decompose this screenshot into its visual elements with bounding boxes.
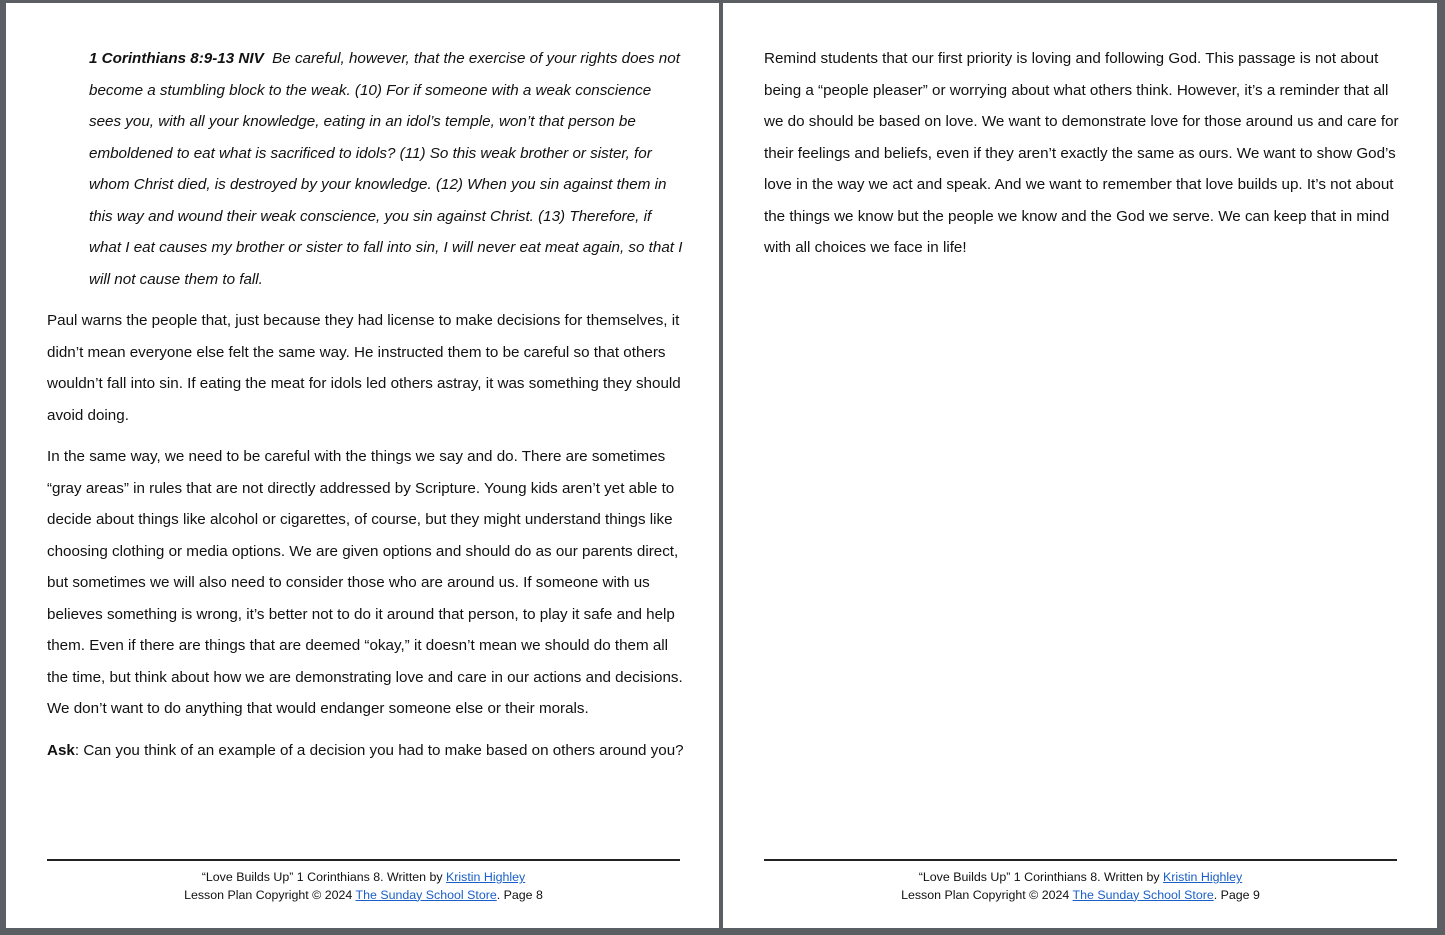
page-footer <box>47 869 680 904</box>
footer-divider <box>764 859 1397 861</box>
document-page-right <box>723 3 1437 928</box>
footer-line-2 <box>47 887 680 905</box>
store-link[interactable]: The Sunday School Store <box>355 887 497 902</box>
page-content <box>764 43 1404 274</box>
body-paragraph: Remind students that our first priority is loving and following God. This passage is not about being a “people pleaser” or worrying about what others think. However, it’s a reminder that all we do should be based on love. We want to demonstrate love for those around us and care for their feelings and beliefs, even if they aren’t exactly the same as ours. We want to show God’s love in the way we act and speak. And we want to remember that love builds up. It’s not about the things we know but the people we know and the God we serve. We can keep that in mind with all choices we face in life! <box>764 50 1399 256</box>
footer-line-2 <box>764 887 1397 905</box>
footer-copyright-text: Lesson Plan Copyright © 2024 <box>184 887 356 902</box>
footer-line-1 <box>47 869 680 887</box>
page-number: . Page 9 <box>1213 887 1260 902</box>
store-link[interactable]: The Sunday School Store <box>1072 887 1214 902</box>
body-paragraph: Paul warns the people that, just because they had license to make decisions for themselves, it didn’t mean everyone else felt the same way. He instructed them to be careful so that others wouldn’t fall into sin. If eating the meat for idols led others astray, it was something they should avoid doing. <box>47 312 681 424</box>
body-paragraph: In the same way, we need to be careful with the things we say and do. There are sometimes “gray areas” in rules that are not directly addressed by Scripture. Young kids aren’t yet able to decide about things like alcohol or cigarettes, of course, but they might understand things like choosing clothing or media options. We are given options and should do as our parents direct, but sometimes we will also need to consider those who are around us. If someone with us believes something is wrong, it’s better not to do it around that person, to play it safe and help them. Even if there are things that are deemed “okay,” it doesn’t mean we should do them all the time, but think about how we are demonstrating love and care in our actions and decisions. We don’t want to do anything that would endanger someone else or their morals. <box>47 448 683 717</box>
footer-credit-text: “Love Builds Up” 1 Corinthians 8. Written by <box>918 870 1164 884</box>
ask-label: Ask <box>47 741 75 759</box>
footer-copyright-text: Lesson Plan Copyright © 2024 <box>901 887 1073 902</box>
scripture-quote <box>47 43 687 295</box>
document-page-left <box>6 3 719 928</box>
footer-line-1 <box>764 869 1397 887</box>
scripture-text: Be careful, however, that the exercise of your rights does not become a stumbling block to the weak. (10) For if someone with a weak conscience sees you, with all your knowledge, eating in an idol’s temple, won’t that person be emboldened to eat what is sacrificed to idols? (11) So this weak brother or sister, for whom Christ died, is destroyed by your knowledge. (12) When you sin against them in this way and wound their weak conscience, you sin against Christ. (13) Therefore, if what I eat causes my brother or sister to fall into sin, I will never eat meat again, so that I will not cause them to fall. <box>89 50 683 288</box>
footer-credit-text: “Love Builds Up” 1 Corinthians 8. Written by <box>201 870 447 884</box>
author-link[interactable]: Kristin Highley <box>446 870 526 884</box>
page-content <box>47 43 687 776</box>
footer-divider <box>47 859 680 861</box>
page-number: . Page 8 <box>496 887 543 902</box>
page-footer <box>764 869 1397 904</box>
ask-text: : Can you think of an example of a decision you had to make based on others around you? <box>74 741 684 759</box>
scripture-reference: 1 Corinthians 8:9-13 NIV <box>89 50 264 67</box>
ask-question <box>47 735 687 767</box>
author-link[interactable]: Kristin Highley <box>1163 870 1243 884</box>
